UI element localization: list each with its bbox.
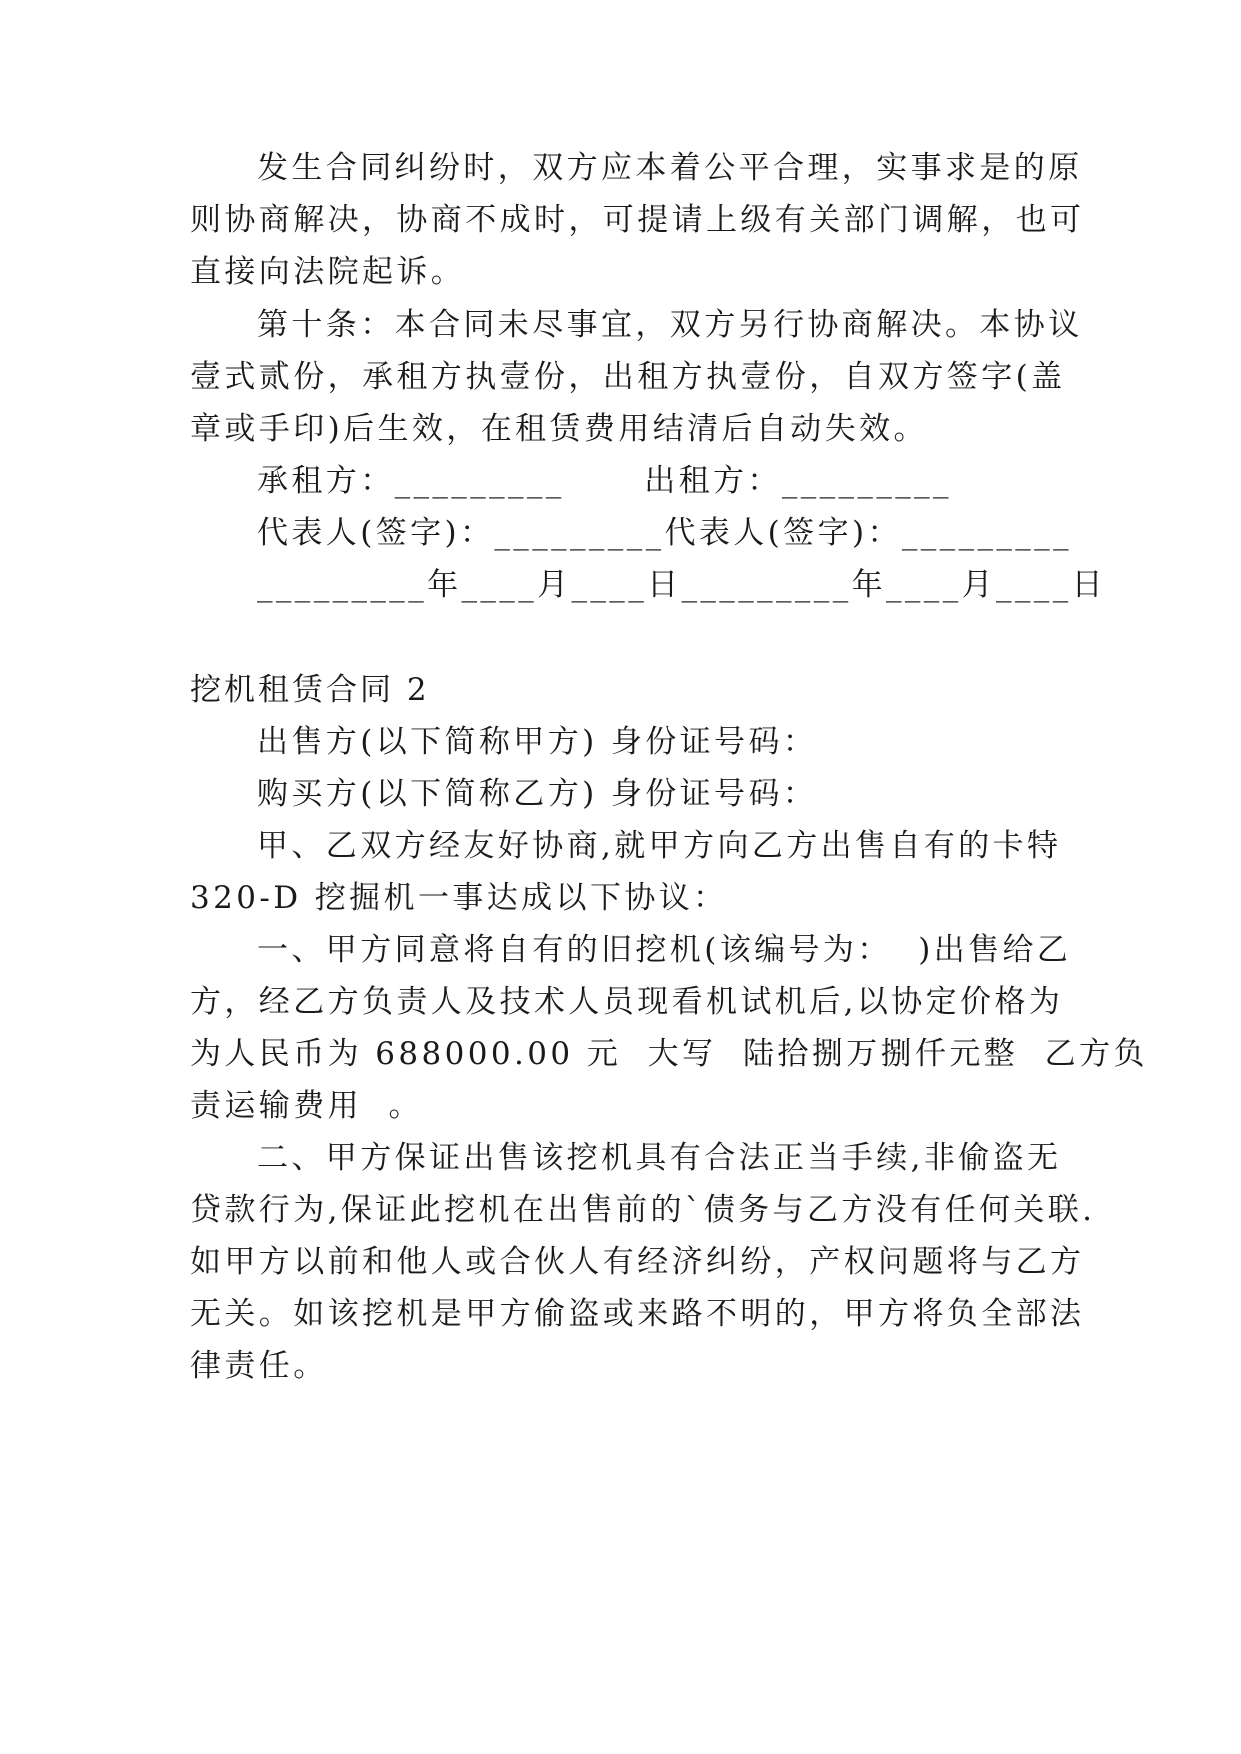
- paragraph-line: 方，经乙方负责人及技术人员现看机试机后,以协定价格为: [190, 984, 1064, 1020]
- paragraph-line: 责运输费用 。: [190, 1088, 423, 1124]
- paragraph-line: 第十条：本合同未尽事宜，双方另行协商解决。本协议: [257, 307, 1083, 343]
- paragraph-line: 如甲方以前和他人或合伙人有经济纠纷，产权问题将与乙方: [190, 1244, 1085, 1280]
- paragraph-line: 贷款行为,保证此挖机在出售前的`债务与乙方没有任何关联.: [190, 1192, 1096, 1228]
- paragraph-line: 无关。如该挖机是甲方偷盗或来路不明的，甲方将负全部法: [190, 1296, 1085, 1332]
- signature-parties: 承租方：_________ 出租方：_________: [257, 463, 952, 499]
- paragraph-line: 出售方(以下简称甲方) 身份证号码：: [257, 724, 818, 760]
- paragraph-line: 则协商解决，协商不成时，可提请上级有关部门调解，也可: [190, 202, 1085, 238]
- paragraph-line: 一、甲方同意将自有的旧挖机(该编号为： )出售给乙: [257, 932, 1072, 968]
- paragraph-line: 律责任。: [190, 1348, 328, 1384]
- section-title: 挖机租赁合同 2: [190, 672, 430, 708]
- paragraph-line: 章或手印)后生效，在租赁费用结清后自动失效。: [190, 411, 928, 447]
- signature-dates: _________年____月____日_________年____月____日: [257, 567, 1106, 603]
- paragraph-line: 为人民币为 688000.00 元 大写 陆拾捌万捌仟元整 乙方负: [190, 1036, 1148, 1072]
- paragraph-line: 壹式贰份，承租方执壹份，出租方执壹份，自双方签字(盖: [190, 359, 1066, 395]
- signature-representatives: 代表人(签字)：_________代表人(签字)：_________: [257, 515, 1072, 551]
- paragraph-line: 二、甲方保证出售该挖机具有合法正当手续,非偷盗无: [257, 1140, 1062, 1176]
- paragraph-line: 直接向法院起诉。: [190, 254, 466, 290]
- paragraph-line: 购买方(以下简称乙方) 身份证号码：: [257, 776, 818, 812]
- paragraph-line: 甲、乙双方经友好协商,就甲方向乙方出售自有的卡特: [257, 828, 1062, 864]
- paragraph-line: 320-D 挖掘机一事达成以下协议：: [190, 880, 728, 916]
- paragraph-line: 发生合同纠纷时，双方应本着公平合理，实事求是的原: [257, 150, 1083, 186]
